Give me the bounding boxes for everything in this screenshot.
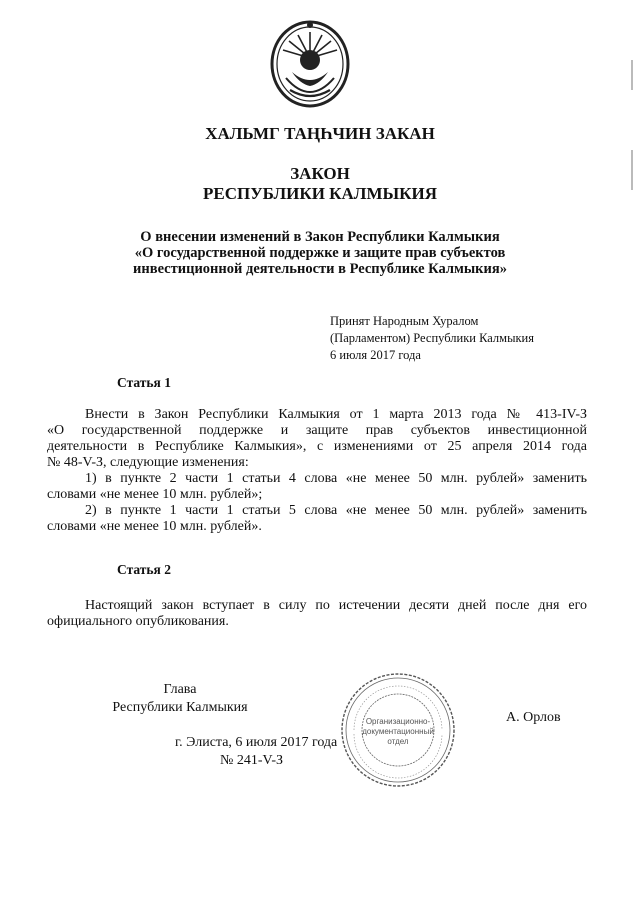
article-2-heading: Статья 2 — [117, 562, 171, 577]
article-2-text — [47, 598, 587, 630]
text-line: Настоящий закон вступает в силу по истечении десяти дней после дня его — [85, 598, 587, 613]
signatory-title — [80, 681, 280, 717]
seal-text-line: документационный — [362, 727, 434, 736]
text-line: 1) в пункте 2 части 1 статьи 4 слова «не менее 50 млн. рублей» заменить — [85, 471, 587, 486]
text-line: деятельности в Республике Калмыкия», с изменениями от 25 апреля 2014 года — [47, 439, 587, 454]
text-line: словами «не менее 10 млн. рублей». — [47, 519, 262, 534]
subtitle-line: «О государственной поддержке и защите прав субъектов — [134, 245, 506, 261]
seal-text-line: Организационно- — [365, 717, 431, 726]
subtitle-line: О внесении изменений в Закон Республики Калмыкия — [140, 229, 500, 245]
text-line: официального опубликования. — [47, 614, 229, 629]
scan-edge-mark — [631, 60, 633, 90]
official-seal — [340, 672, 456, 788]
place-date-block — [175, 734, 337, 770]
signatory-name: А. Орлов — [506, 710, 561, 725]
text-line: Внести в Закон Республики Калмыкия от 1 марта 2013 года № 413-IV-З — [85, 407, 587, 422]
text-line: «О государственной поддержке и защите прав субъектов инвестиционной — [47, 423, 587, 438]
place-date: г. Элиста, 6 июля 2017 года — [175, 735, 338, 750]
law-heading — [0, 164, 640, 204]
text-line: 2) в пункте 1 части 1 статьи 5 слова «не менее 50 млн. рублей» заменить — [85, 503, 587, 518]
scan-edge-mark — [631, 150, 633, 190]
law-word: ЗАКОН — [290, 164, 350, 183]
subtitle-line: инвестиционной деятельности в Республике Калмыкия» — [133, 261, 507, 277]
text-line: № 48-V-З, следующие изменения: — [47, 455, 249, 470]
coat-of-arms-emblem — [268, 18, 352, 110]
signatory-title-line: Республики Калмыкия — [112, 700, 248, 715]
adoption-line: 6 июля 2017 года — [330, 348, 421, 362]
adoption-line: (Парламентом) Республики Калмыкия — [330, 331, 534, 345]
adoption-line: Принят Народным Хуралом — [330, 314, 479, 328]
signatory-title-line: Глава — [163, 682, 197, 697]
article-1-heading: Статья 1 — [117, 375, 171, 390]
kalmyk-title: ХАЛЬМГ ТАҢҺЧИН ЗАКАН — [205, 124, 435, 143]
law-number: № 241-V-З — [220, 753, 284, 768]
seal-text-line: отдел — [387, 737, 409, 746]
republic-name: РЕСПУБЛИКИ КАЛМЫКИЯ — [202, 184, 438, 203]
text-line: словами «не менее 10 млн. рублей»; — [47, 487, 263, 502]
adoption-note — [330, 313, 534, 364]
article-1-text — [47, 407, 587, 535]
law-subtitle — [100, 229, 540, 277]
